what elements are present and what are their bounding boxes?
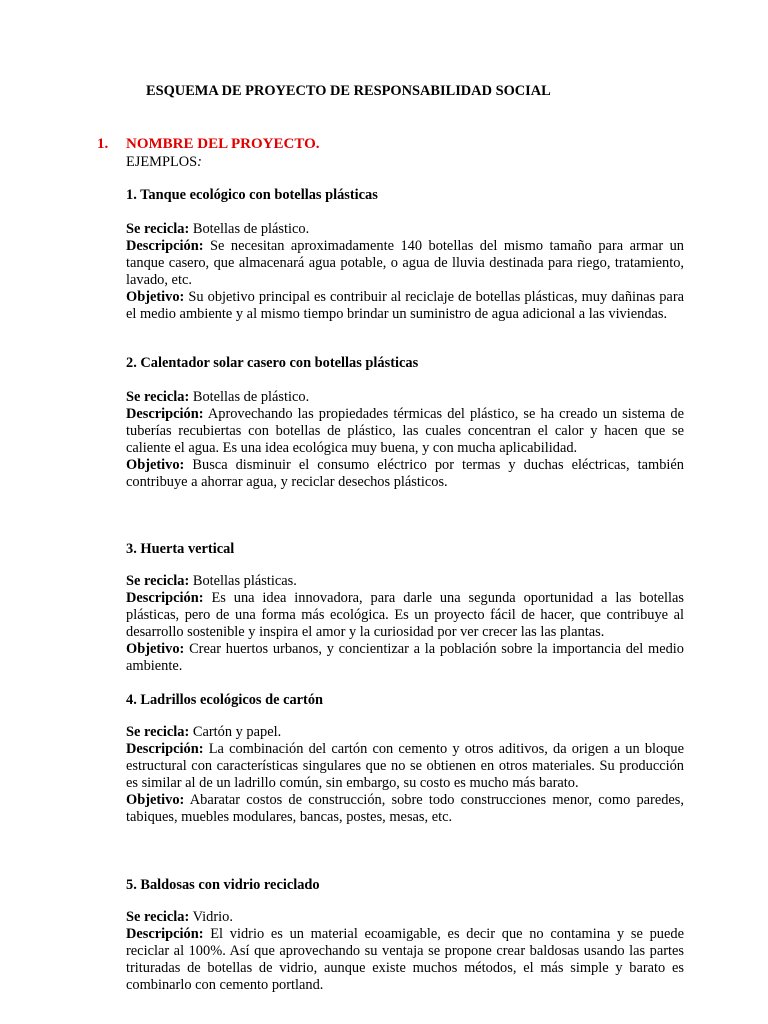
item-block-2: [126, 389, 684, 490]
item-2-objetivo: Objetivo: Busca disminuir el consumo eléctrico por termas y duchas eléctricas, también contribuye a ahorrar agua, y reciclar desechos plásticos.: [126, 456, 684, 490]
item-block-1: [126, 221, 684, 322]
item-1-objetivo: Objetivo: Su objetivo principal es contribuir al reciclaje de botellas plásticas, muy dañinas para el medio ambiente y al mismo tiempo brindar un suministro de agua adicional a las viviendas.: [126, 288, 684, 322]
item-4-objetivo: Objetivo: Abaratar costos de construcción, sobre todo construcciones menor, como paredes, tabiques, muebles modulares, bancas, postes, mesas, etc.: [126, 791, 684, 825]
item-5-descripcion: Descripción: El vidrio es un material ecoamigable, es decir que no contamina y se puede reciclar al 100%. Así que aprovechando su ventaja se propone crear baldosas usando las partes trituradas de botellas de vidrio, aunque existe muchos métodos, el más simple y barato es combinarlo con cemento portland.: [126, 925, 684, 993]
item-block-5: [126, 909, 684, 994]
item-1-recicla: Se recicla: Botellas de plástico.: [126, 221, 310, 237]
item-4-descripcion: Descripción: La combinación del cartón con cemento y otros aditivos, da origen a un bloque estructural con características singulares que no se obtienen en otros materiales. Su producción es similar al de un ladrillo común, sin embargo, su costo es mucho más barato.: [126, 740, 684, 791]
item-heading-5: 5. Baldosas con vidrio reciclado: [126, 877, 320, 893]
item-2-descripcion: Descripción: Aprovechando las propiedades térmicas del plástico, se ha creado un sistema de tuberías recubiertas con botellas de plástico, las cuales concentran el calor y hacen que se caliente el agua. Es una idea ecológica muy buena, y con mucha aplicabilidad.: [126, 405, 684, 456]
item-3-objetivo: Objetivo: Crear huertos urbanos, y concientizar a la población sobre la importancia del medio ambiente.: [126, 640, 684, 674]
item-block-3: [126, 573, 684, 674]
item-heading-3: 3. Huerta vertical: [126, 541, 235, 557]
examples-label: EJEMPLOS:: [126, 154, 202, 170]
item-heading-2: 2. Calentador solar casero con botellas plásticas: [126, 355, 419, 371]
section-title: NOMBRE DEL PROYECTO.: [126, 136, 320, 152]
item-3-recicla: Se recicla: Botellas plásticas.: [126, 573, 297, 589]
document-title: ESQUEMA DE PROYECTO DE RESPONSABILIDAD SOCIAL: [146, 83, 551, 99]
item-4-recicla: Se recicla: Cartón y papel.: [126, 724, 282, 740]
item-5-recicla: Se recicla: Vidrio.: [126, 909, 233, 925]
item-heading-1: 1. Tanque ecológico con botellas plásticas: [126, 187, 378, 203]
item-1-descripcion: Descripción: Se necesitan aproximadamente 140 botellas del mismo tamaño para armar un tanque casero, que almacenará agua potable, o agua de lluvia destinada para riego, tratamiento, lavado, etc.: [126, 237, 684, 288]
item-2-recicla: Se recicla: Botellas de plástico.: [126, 389, 310, 405]
item-block-4: [126, 724, 684, 825]
item-3-descripcion: Descripción: Es una idea innovadora, para darle una segunda oportunidad a las botellas plásticas, pero de una forma más ecológica. Es un proyecto fácil de hacer, que contribuye al desarrollo sostenible y inspira el amor y la curiosidad por ver crecer las las plantas.: [126, 589, 684, 640]
item-heading-4: 4. Ladrillos ecológicos de cartón: [126, 692, 324, 708]
section-number: 1.: [97, 136, 109, 152]
